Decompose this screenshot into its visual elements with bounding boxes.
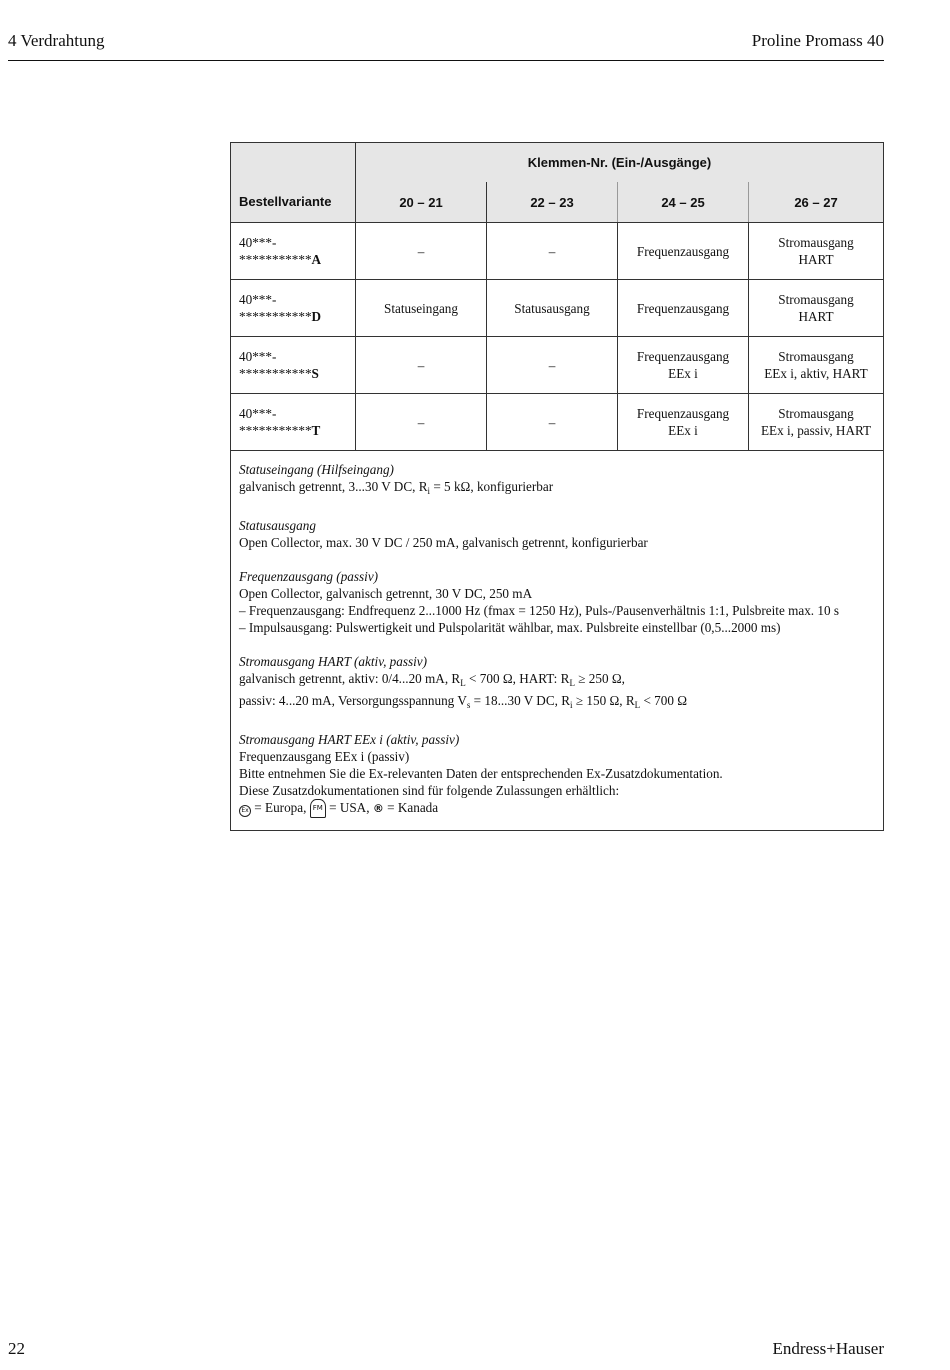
- header-rule: [8, 60, 884, 61]
- table-row: [231, 223, 884, 280]
- note-status-output: Statusausgang Open Collector, max. 30 V DC / 250 mA, galvanisch getrennt, konfigurierbar: [239, 518, 648, 550]
- fm-approval-icon: FM: [310, 799, 326, 818]
- cell-24-25: Frequenzausgang EEx i: [618, 394, 749, 451]
- table-row: [231, 280, 884, 337]
- running-header-chapter: 4 Verdrahtung: [8, 31, 105, 50]
- column-header-20-21: 20 – 21: [356, 182, 487, 223]
- cell-24-25: Frequenzausgang: [618, 223, 749, 280]
- csa-approval-icon: ®: [372, 802, 384, 815]
- cell-24-25: Frequenzausgang EEx i: [618, 337, 749, 394]
- note-current-output-ex: Stromausgang HART EEx i (aktiv, passiv) Frequenzausgang EEx i (passiv) Bitte entnehmen Sie die Ex-relevanten Daten der entsprechenden Ex-Zusatzdokumentation. Diese Zusatzdokumentationen sind für folgende Zulassungen erhältlich: Ex = Europa, FM = USA, ® = Kanada: [239, 731, 875, 818]
- column-header-22-23: 22 – 23: [487, 182, 618, 223]
- cell-26-27: Stromausgang HART: [749, 223, 884, 280]
- terminal-group-header: Klemmen-Nr. (Ein-/Ausgänge): [356, 143, 884, 183]
- order-code: 40***- ***********D: [231, 280, 356, 337]
- cell-22-23: –: [487, 223, 618, 280]
- table-row: [231, 394, 884, 451]
- order-code: 40***- ***********T: [231, 394, 356, 451]
- cell-20-21: –: [356, 337, 487, 394]
- running-header-product: Proline Promass 40: [751, 31, 884, 50]
- cell-22-23: Statusausgang: [487, 280, 618, 337]
- cell-20-21: –: [356, 223, 487, 280]
- cell-24-25: Frequenzausgang: [618, 280, 749, 337]
- table-row: [231, 337, 884, 394]
- page-number: 22: [8, 1339, 25, 1358]
- specification-notes: [231, 451, 884, 831]
- cell-22-23: –: [487, 337, 618, 394]
- cell-26-27: Stromausgang EEx i, passiv, HART: [749, 394, 884, 451]
- terminal-assignment-table: [230, 142, 884, 831]
- column-header-24-25: 24 – 25: [618, 182, 749, 223]
- column-header-26-27: 26 – 27: [749, 182, 884, 223]
- note-frequency-output: Frequenzausgang (passiv) Open Collector, galvanisch getrennt, 30 V DC, 250 mA – Frequenzausgang: Endfrequenz 2...1000 Hz (fmax = 1250 Hz), Puls-/Pausenverhältnis 1:1, Pulsbreite max. 10 s – Impulsausgang: Pulswertigkeit und Pulspolarität wählbar, max. Pulsbreite einstellbar (0,5...2000 ms): [239, 569, 840, 635]
- cell-26-27: Stromausgang HART: [749, 280, 884, 337]
- order-code: 40***- ***********A: [231, 223, 356, 280]
- cell-22-23: –: [487, 394, 618, 451]
- note-status-input: Statuseingang (Hilfseingang) galvanisch getrennt, 3...30 V DC, $R_i = 5$ kΩ, konfigurierbar: [239, 462, 554, 496]
- atex-ex-icon: Ex: [239, 805, 251, 817]
- note-current-output: Stromausgang HART (aktiv, passiv) galvanisch getrennt, aktiv: 0/4...20 mA, $R_L < 700$ Ω, HART: $R_L \ge 250$ Ω, passiv: 4...20 mA, Versorgungsspannung $V_s = 18...30$ V DC, $R_i \ge 150$ Ω, $R_L < 700$ Ω: [239, 654, 688, 710]
- cell-20-21: Statuseingang: [356, 280, 487, 337]
- cell-20-21: –: [356, 394, 487, 451]
- order-variant-header: Bestellvariante: [231, 143, 356, 223]
- cell-26-27: Stromausgang EEx i, aktiv, HART: [749, 337, 884, 394]
- brand-name: Endress+Hauser: [772, 1339, 884, 1358]
- order-code: 40***- ***********S: [231, 337, 356, 394]
